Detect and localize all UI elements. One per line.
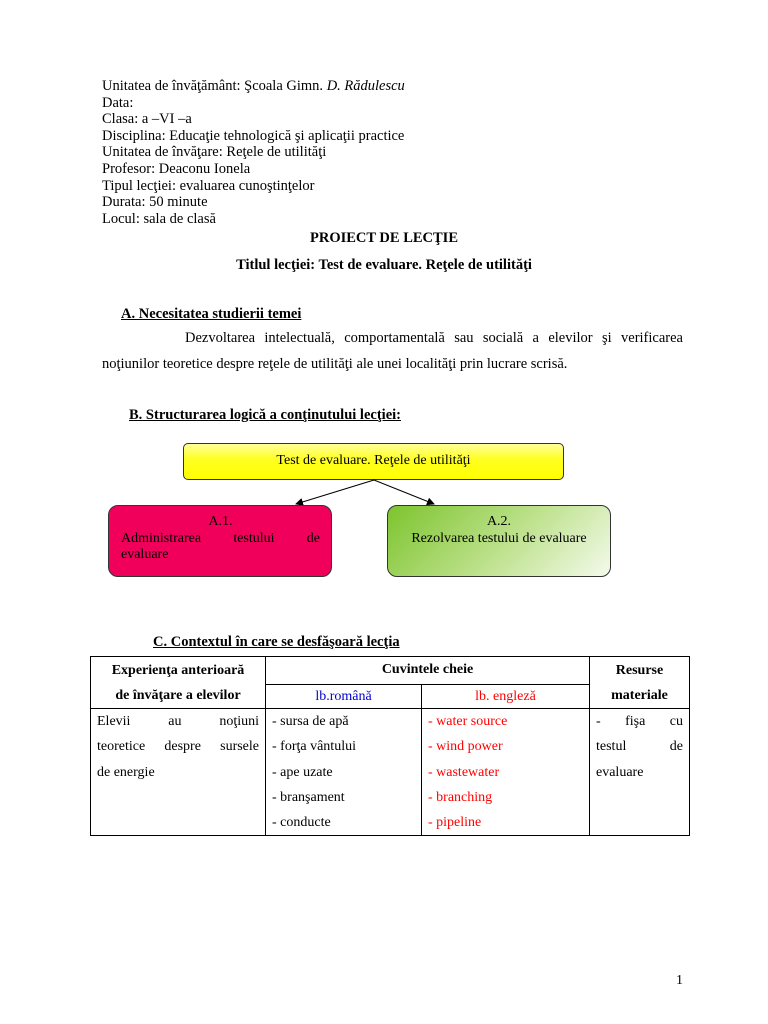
a2-code: A.2. bbox=[486, 514, 512, 529]
a2-label: Rezolvarea testului de evaluare bbox=[411, 530, 587, 546]
english-header: lb. engleză bbox=[422, 685, 590, 709]
ro-term: - ape uzate bbox=[272, 764, 333, 780]
school-name: D. Rădulescu bbox=[326, 78, 405, 94]
section-c-heading: C. Contextul în care se desfăşoară lecţia bbox=[153, 634, 400, 650]
ro-term: - branşament bbox=[272, 789, 345, 805]
connector-arrow-left bbox=[296, 480, 374, 504]
lesson-type-line: Tipul lecţiei: evaluarea cunoştinţelor bbox=[102, 177, 315, 194]
page-number: 1 bbox=[676, 973, 683, 988]
resources-cell: - fişa cu testul de evaluare bbox=[590, 709, 690, 836]
experience-header: Experienţa anterioară de învăţare a elevilor bbox=[91, 657, 266, 709]
a1-line-2: evaluare bbox=[121, 547, 169, 562]
section-a-heading: A. Necesitatea studierii temei bbox=[121, 306, 302, 322]
romanian-terms-cell bbox=[266, 709, 422, 836]
diagram-root-label: Test de evaluare. Reţele de utilităţi bbox=[276, 453, 471, 468]
section-b-heading: B. Structurarea logică a conţinutului lecţiei: bbox=[129, 407, 401, 423]
class-line: Clasa: a –VI –a bbox=[102, 111, 192, 128]
lesson-title: Titlul lecţiei: Test de evaluare. Reţele de utilităţi bbox=[236, 257, 532, 273]
en-term: - pipeline bbox=[428, 815, 482, 831]
en-term: - wastewater bbox=[428, 764, 500, 780]
en-term: - wind power bbox=[428, 739, 503, 755]
connector-arrow-right bbox=[374, 480, 434, 504]
english-terms-cell bbox=[422, 709, 590, 836]
section-a-line-1: Dezvoltarea intelectuală, comportamentală sau socială a elevilor şi verificarea bbox=[185, 330, 683, 346]
location-line: Locul: sala de clasă bbox=[102, 210, 216, 227]
subject-line: Disciplina: Educaţie tehnologică şi aplicaţii practice bbox=[102, 127, 405, 144]
romanian-header: lb.română bbox=[266, 685, 422, 709]
learning-unit-line: Unitatea de învăţare: Reţele de utilităţi bbox=[102, 144, 327, 161]
resources-header: Resurse materiale bbox=[590, 657, 690, 709]
teacher-line: Profesor: Deaconu Ionela bbox=[102, 160, 251, 177]
section-a-line-2: noţiunilor teoretice despre reţele de utilităţi ale unei localităţi prin lucrare scrisă. bbox=[102, 356, 568, 372]
experience-cell: Elevii au noţiuni teoretice despre sursele de energie bbox=[91, 709, 266, 836]
project-title: PROIECT DE LECŢIE bbox=[310, 230, 458, 246]
ro-term: - sursa de apă bbox=[272, 714, 349, 729]
context-table bbox=[90, 656, 690, 836]
table-header-row bbox=[91, 657, 690, 685]
diagram-box-a2 bbox=[387, 505, 611, 577]
duration-line: Durata: 50 minute bbox=[102, 194, 208, 211]
table-row bbox=[91, 709, 690, 836]
school-line: Unitatea de învăţământ: Şcoala Gimn. D. Rădulescu bbox=[102, 78, 405, 94]
en-term: - branching bbox=[428, 789, 493, 805]
a1-line-1: Administrarea testului de bbox=[121, 530, 320, 546]
keywords-header: Cuvintele cheie bbox=[266, 657, 590, 685]
ro-term: - forţa vântului bbox=[272, 739, 356, 755]
diagram-box-a1 bbox=[108, 505, 332, 577]
en-term: - water source bbox=[428, 714, 508, 729]
ro-term: - conducte bbox=[272, 815, 331, 831]
date-line: Data: bbox=[102, 94, 134, 111]
a1-code: A.1. bbox=[208, 514, 233, 529]
